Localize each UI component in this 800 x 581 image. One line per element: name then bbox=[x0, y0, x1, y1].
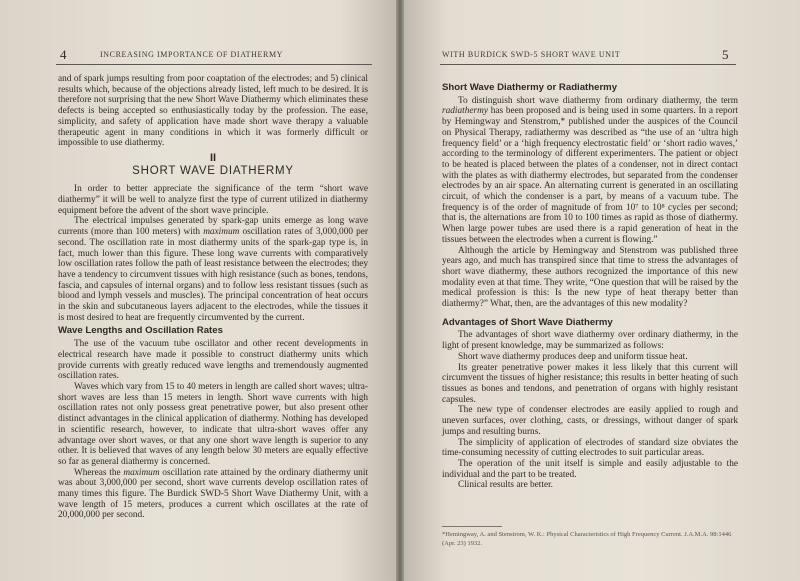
list-item: Short wave diathermy produces deep and uniform tissue heat. bbox=[458, 351, 688, 362]
paragraph: The advantages of short wave diathermy over ordinary diathermy, in the light of present knowledge, may be summarized as follows: bbox=[442, 330, 738, 352]
paragraph: To distinguish short wave diathermy from ordinary diathermy, the term radiathermy has been proposed and is being used in some quarters. In a report by Hemingway and Stenstrom,* published under the auspices of the Council on Physical Therapy, radiathermy was described as “the use of an ‘ultra high frequency field’ or a ‘high frequency electrostatic field’ or ‘short radio waves,’ according to the terminology of different experimenters. The patient or object to be heated is placed between the plates of a condenser, not in direct contact with the plates as with diathermy electrodes, but separated from the condenser electrodes by an air space. An alternating current is generated in an oscillating circuit, of which the condenser is a part, by means of a vacuum tube. The frequency is of the order of magnitude of from 10⁷ to 10⁸ cycles per second; that is, the alternations are from 10 to 100 times as rapid as those of diathermy. When large power tubes are used there is a rapid generation of heat in the tissues between the electrodes when a current is flowing.” bbox=[442, 95, 738, 245]
chapter-title: SHORT WAVE DIATHERMY bbox=[132, 164, 294, 177]
running-head: INCREASING IMPORTANCE OF DIATHERMY bbox=[100, 50, 284, 59]
running-head: WITH BURDICK SWD-5 SHORT WAVE UNIT bbox=[442, 50, 621, 59]
right-page bbox=[400, 0, 800, 581]
footnote-rule bbox=[442, 526, 502, 527]
book-gutter bbox=[396, 0, 404, 581]
left-text-column bbox=[58, 74, 368, 521]
paragraph: In order to better appreciate the significance of the term “short wave diathermy” it will be well to analyze first the type of current utilized in diathermy equipment before the advent of the short wave principle. bbox=[58, 184, 368, 216]
list-item: The operation of the unit itself is simple and easily adjustable to the individual and the part to be treated. bbox=[442, 458, 738, 480]
paragraph: and of spark jumps resulting from poor coaptation of the electrodes; and 5) clinical results which, because of the objections already listed, left much to be desired. It is therefore not surprising that the new Short Wave Diathermy which eliminates these defects is being accepted so enthusiastically today by the profession. The ease, simplicity, and safety of application have made short wave therapy a valuable therapeutic agent in many conditions in which it was formerly difficult or impossible to use diathermy. bbox=[58, 74, 368, 149]
paragraph: The use of the vacuum tube oscillator and other recent developments in electrical research have made it possible to construct diathermy units which provide currents with greatly reduced wave lengths and tremendously augmented oscillation rates. bbox=[58, 339, 368, 382]
section-heading: Advantages of Short Wave Diathermy bbox=[442, 316, 613, 328]
list-item: Clinical results are better. bbox=[458, 480, 554, 491]
paragraph: Although the article by Hemingway and Stenstrom was published three years ago, and much has transpired since that time to stress the advantages of short wave diathermy, these authors recognized the importance of this new modality even at that time. They write, “One question that will be raised by the medical profession is this: Is the new type of heat therapy better than diathermy?” What, then, are the advantages of this new modality? bbox=[442, 245, 738, 310]
page-number: 5 bbox=[722, 47, 729, 62]
section-heading: Wave Lengths and Oscillation Rates bbox=[58, 325, 223, 337]
list-item: Its greater penetrative power makes it less likely that this current will circumvent the tissues of higher resistance; this results in better heating of such tissues as bones and tendons, and penetration of organs with highly resistant capsules. bbox=[442, 362, 738, 405]
paragraph: The electrical impulses generated by spark-gap units emerge as long wave currents (more than 100 meters) with maximum oscillation rates of 3,000,000 per second. The oscillation rate in most diathermy units of the spark-gap type is, in fact, much lower than this figure. These long wave currents with comparatively low oscillation rates follow the path of least resistance between the electrodes; they have a tendency to circumvent tissues with high resistance (such as bones, tendons, fascia, and capsules of internal organs) and to follow less resistant tissues (such as blood and lymph vessels and muscles). The principal concentration of heat occurs in the skin and subcutaneous layers adjacent to the electrodes, while the tissues it is most desired to heat are frequently circumvented by the current. bbox=[58, 216, 368, 323]
paragraph: Whereas the maximum oscillation rate attained by the ordinary diathermy unit was about 3,000,000 per second, short wave currents develop oscillation rates of many times this figure. The Burdick SWD-5 Short Wave Diathermy Unit, with a wave length of 15 meters, produces a current which oscillates at the rate of 20,000,000 per second. bbox=[58, 467, 368, 521]
section-number: II bbox=[209, 151, 217, 164]
paragraph: Waves which vary from 15 to 40 meters in length are called short waves; ultra-short waves are less than 15 meters in length. Short wave currents with high oscillation rates not only possess great penetrative power, but also present other distinct advantages in the clinical application of diathermy. Nothing has developed in scientific research, however, to indicate that ultra-short waves offer any advantage over short waves, or that any one short wave length is superior to any other. It is believed that waves of any length below 30 meters are equally effective so far as general diathermy is concerned. bbox=[58, 381, 368, 467]
header-rule bbox=[56, 64, 372, 65]
header-rule bbox=[440, 64, 736, 65]
section-heading: Short Wave Diathermy or Radiathermy bbox=[442, 82, 618, 93]
right-text-column bbox=[442, 80, 738, 491]
list-item: The simplicity of application of electrodes of standard size obviates the time-consuming necessity of cutting electrodes to suit particular areas. bbox=[442, 437, 738, 459]
list-item: The new type of condenser electrodes are easily applied to rough and uneven surfaces, over clothing, casts, or dressings, without danger of spark jumps and resulting burns. bbox=[442, 405, 738, 437]
footnote: *Hemingway, A. and Stenstrom, W. K.: Physical Characteristics of High Frequency Current. J.A.M.A. 98:1446 (Apr. 23) 1932. bbox=[442, 531, 732, 547]
page-number: 4 bbox=[60, 47, 67, 62]
